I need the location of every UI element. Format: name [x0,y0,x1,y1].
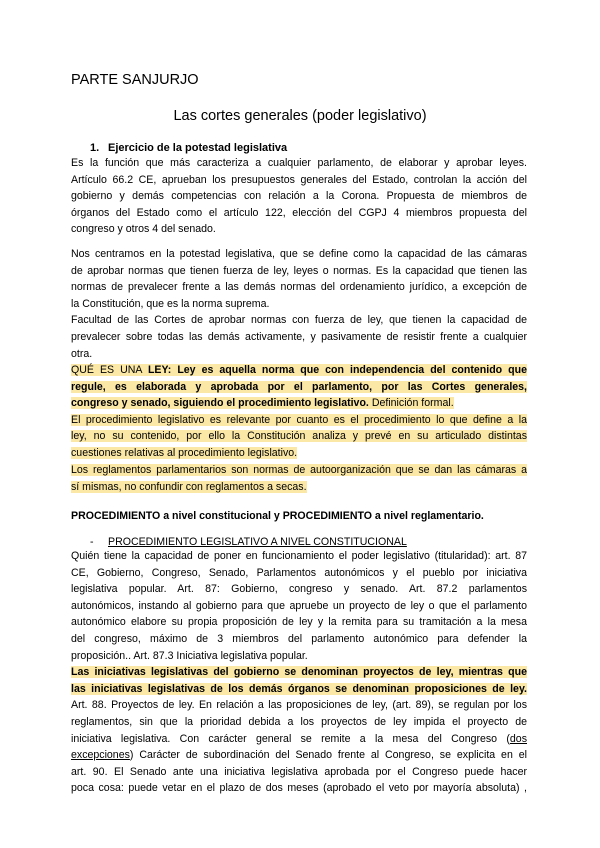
highlighted-text: sí mismas, no confundir con reglamentos a secas. [71,480,307,493]
definition-block [71,362,527,462]
text-line [71,462,527,479]
text-line [71,747,527,764]
definition-note: Definición formal. [368,397,454,410]
text-line [71,362,527,379]
definition-label: QUÉ ES UNA [71,364,148,376]
text-line: Art. 88. Proyectos de ley. En relación a las proposiciones de ley, (art. 89), se regulan por los [71,699,527,712]
text-segment: ) Carácter de subordinación del Senado frente al Congreso, se explicita en el [129,749,527,762]
section-heading [90,142,287,154]
text-line: Es la función que más caracteriza a cualquier parlamento, de elaborar y aprobar leyes. [71,157,527,169]
paragraph-intro [71,155,527,238]
text-line [71,395,527,412]
text-line [71,379,527,396]
text-line: gobierno y demás competencias con relación a la Corona. Propuesta de miembros de [71,190,527,203]
text-segment: iniciativa legislativa. Con carácter general se remite a la mesa del Congreso ( [71,732,510,745]
definition-text: regule, es elaborada y aprobada por el parlamento, por las Cortes generales, [71,380,527,393]
text-line: CE, Gobierno, Congreso, Senado, Parlamentos autonómicos y el pueblo por iniciativa [71,566,527,579]
text-line: normas de prevalecer frente a las demás normas del ordenamiento jurídico, a excepción de [71,281,527,294]
underlined-text: excepciones [71,749,130,762]
highlighted-text: Las iniciativas legislativas del gobierno se denominan proyectos de ley, mientras que [71,666,527,679]
text-line [71,681,527,698]
text-line: autonómico elabore su propia proposición de ley y la remita para su tramitación a la mesa [71,616,527,629]
definition-text: congreso y senado, siguiendo el procedimiento legislativo. [71,397,369,410]
procedimiento-heading [71,508,527,525]
document-header: PARTE SANJURJO [71,72,199,88]
subsection-heading-text: PROCEDIMIENTO LEGISLATIVO A NIVEL CONSTITUCIONAL [108,536,407,548]
definition-colon: : [167,364,178,376]
text-line: poca cosa: puede vetar en el plazo de dos meses (aprobado el veto por mayoría absoluta) , [71,782,527,795]
list-bullet: - [90,536,94,548]
text-line: Nos centramos en la potestad legislativa, que se define como la capacidad de las cámaras [71,248,527,260]
section-heading-text: Ejercicio de la potestad legislativa [108,142,288,154]
definition-term: LEY [147,364,168,376]
text-line: congreso y otros 4 del senado. [71,223,216,236]
text-line [71,428,527,445]
text-line: art. 90. El Senado ante una iniciativa legislativa aprobada por el Congreso puede hacer [71,765,527,778]
text-line: proposición.. Art. 87.3 Iniciativa legislativa popular. [71,649,308,662]
text-line: de aprobar normas que tienen fuerza de ley, leyes o normas. Es la capacidad que tienen las [71,264,527,277]
document-title: Las cortes generales (poder legislativo) [173,108,427,124]
text-line: prevalecer sobre todas las demás activamente, y pasivamente de resistir frente a cualquier [71,330,527,343]
highlighted-text: ley, no su contenido, por ello la Constitución analiza y prevé en su articulado distintas [71,430,527,443]
subsection-heading [90,536,407,548]
text-line [71,731,527,748]
paragraph-reglamentos [71,462,527,495]
text-line [71,445,527,462]
text-line: otra. [71,347,93,360]
section-number: 1. [90,142,100,154]
highlighted-text: las iniciativas legislativas de los demás órganos se denominan proposiciones de ley. [71,682,527,695]
text-line: Facultad de las Cortes de aprobar normas con fuerza de ley, que tienen la capacidad de [71,314,527,327]
text-line [71,412,527,429]
paragraph-titularidad [71,548,527,797]
highlighted-text: Los reglamentos parlamentarios son normas de autoorganización que se dan las cámaras a [71,464,527,476]
text-line: del congreso, máximo de 3 miembros del parlamento autonómico para defender la [71,632,527,645]
text-line [71,479,527,496]
text-line: PROCEDIMIENTO a nivel constitucional y PROCEDIMIENTO a nivel reglamentario. [71,510,484,522]
text-line: órganos del Estado como el artículo 122, elección del CGPJ 4 miembros propuesta del [71,206,527,219]
definition-text: Ley es aquella norma que con independencia del contenido que [177,364,527,376]
paragraph-potestad [71,246,527,362]
underlined-text: dos [509,732,527,745]
text-line: la Constitución, que es la norma suprema. [71,297,270,310]
text-line: Quién tiene la capacidad de poner en funcionamiento el poder legislativo (titularidad): art. 87 [71,550,527,562]
text-line: Artículo 66.2 CE, aprueban los presupuestos generales del Estado, controlan la acción del [71,173,527,186]
highlighted-text: El procedimiento legislativo es relevante por cuanto es el procedimiento lo que define a la [71,413,527,426]
highlighted-text: cuestiones relativas al procedimiento legislativo. [71,446,298,459]
text-line: reglamentos, sin que la prioridad debida a los proyectos de ley impida el proyecto de [71,715,527,728]
text-line: autonómicos, instando al gobierno para que apruebe un proyecto de ley o que el parlamento [71,599,527,612]
text-line: legislativa popular. Art. 87: Gobierno, congreso y senado. Art. 87.2 parlamentos [71,583,527,596]
text-line [71,664,527,681]
